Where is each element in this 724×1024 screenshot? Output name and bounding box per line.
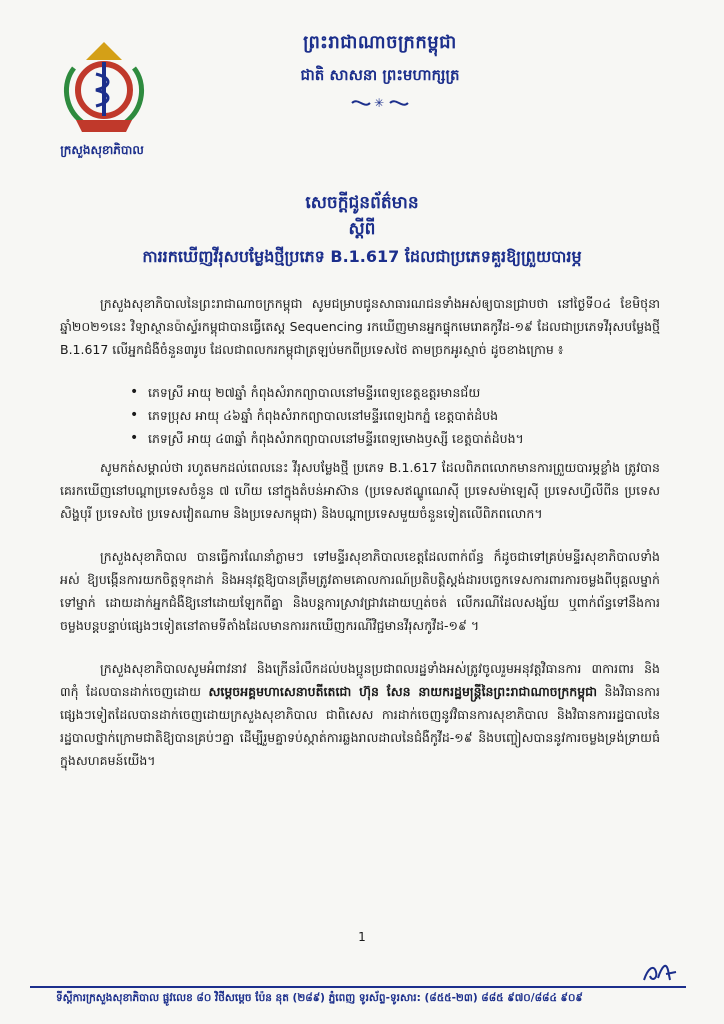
signature-icon xyxy=(640,958,680,986)
list-item: • ភេទស្រី អាយុ ៤៣ឆ្នាំ កំពុងសំរាកព្យាបាលនៅមន្ទីរពេទ្យមោងឫស្សី ខេត្តបាត់ដំបង។ xyxy=(148,427,660,450)
list-item: • ភេទស្រី អាយុ ២៧ឆ្នាំ កំពុងសំរាកព្យាបាលនៅមន្ទីរពេទ្យខេត្តឧត្តរមានជ័យ xyxy=(148,381,660,404)
paragraph-4 xyxy=(60,657,660,772)
paragraph-1: ក្រសួងសុខាភិបាលនៃព្រះរាជាណាចក្រកម្ពុជា សូមជម្រាបជូនសាធារណជនទាំងអស់ឲ្យបានជ្រាបថា នៅថ្ងៃទី០៤ ខែមិថុនា ឆ្នាំ២០២១នេះ វិទ្យាស្ថានប៉ាស្ទ័រកម្ពុជាបានធ្វើតេស្ត Sequencing រកឃើញមានអ្នកផ្ទុកមេរោគកូវីដ-១៩ ដែលជាប្រភេទវីរុសបម្លែងថ្មី B.1.617 លើអ្នកជំងឺចំនួន៣រូប ដែលជាពលករកម្ពុជាត្រឡប់មកពីប្រទេសថៃ តាមច្រកអូរស្មាច់ ដូចខាងក្រោម ៖ xyxy=(60,296,660,357)
paragraph-3: ក្រសួងសុខាភិបាល បានធ្វើការណែនាំភ្លាមៗ ទៅមន្ទីរសុខាភិបាលខេត្តដែលពាក់ព័ន្ធ ក៏ដូចជាទៅគ្រប់មន្ទីរសុខាភិបាលទាំងអស់ ឱ្យបង្កើនការយកចិត្តទុកដាក់ និងអនុវត្តឱ្យបានត្រឹមត្រូវតាមគោលការណ៍ប្រតិបត្តិស្តង់ដារបច្ចេកទេសការពារការចម្លងពីបុគ្គលម្នាក់ទៅម្នាក់ ដោយដាក់អ្នកជំងឺឱ្យនៅដោយឡែកពីគ្នា និងបន្តការស្រាវជ្រាវដោយហ្មត់ចត់ លើករណីដែលសង្ស័យ ឬពាក់ព័ន្ធទៅនឹងការចម្លងបន្តបន្ទាប់ផ្សេងៗទៀតនៅតាមទីតាំងដែលមានការរកឃើញករណីវិជ្ជមានវីរុសកូវីដ-១៩ ។ xyxy=(60,549,660,633)
ministry-name: ក្រសួងសុខាភិបាល xyxy=(60,143,144,157)
document-body xyxy=(60,292,660,792)
ornament-icon xyxy=(230,96,530,110)
case-list xyxy=(60,381,660,450)
page-number: 1 xyxy=(358,930,366,944)
kingdom-name: ព្រះរាជាណាចក្រកម្ពុជា xyxy=(303,32,457,53)
prime-minister-name: សម្ដេចអគ្គមហាសេនាបតីតេជោ ហ៊ុន សែន នាយករដ្ឋមន្ត្រីនៃព្រះរាជាណាចក្រកម្ពុជា xyxy=(208,684,598,699)
footer-address: ទីស្តីការក្រសួងសុខាភិបាល ផ្លូវលេខ ៨០ វិថីសម្ដេច ប៉ែន នុត (២៨៩) ភ្នំពេញ ទូរស័ព្ទ-ទូរសារ: (៨៥៥-២៣) ៨៨៥ ៩៧០/៨៨៤ ៩០៩ xyxy=(56,992,583,1004)
paragraph-4-start: ក្រសួងសុខាភិបាលសូមអំពាវនាវ និងក្រើនរំលឹកដល់បងប្អូនប្រជាពលរដ្ឋទាំងអស់ត្រូវចូលរួមអនុវត្តវិធានការ ៣ការពារ និង ៣កុំ ដែលបានដាក់ចេញដោយ xyxy=(60,661,660,699)
paragraph-4-end: និងវិធានការផ្សេងៗទៀតដែលបានដាក់ចេញដោយក្រសួងសុខាភិបាល ជាពិសេស ការដាក់ចេញនូវវិធានការសុខាភិបាល និងវិធានការរដ្ឋបាលនៃរដ្ឋបាលថ្នាក់ក្រោមជាតិឱ្យបានគ្រប់ៗគ្នា ដើម្បីរួមគ្នាទប់ស្កាត់ការឆ្លងរាលដាលនៃជំងឺកូវីដ-១៩ និងបញ្ចៀសបាននូវការចម្លងទ្រង់ទ្រាយធំក្នុងសហគមន៍យើង។ xyxy=(60,684,660,768)
paragraph-2: សូមកត់សម្គាល់ថា រហូតមកដល់ពេលនេះ វីរុសបម្លែងថ្មី ប្រភេទ B.1.617 ដែលពិភពលោកមានការព្រួយបារម្ភខ្លាំង ត្រូវបានគេរកឃើញនៅបណ្ដាប្រទេសចំនួន ៧ ហើយ នៅក្នុងតំបន់អាស៊ាន (ប្រទេសឥណ្ឌូណេស៊ី ប្រទេសម៉ាឡេស៊ី ប្រទេសហ្វីលីពីន ប្រទេសសិង្ហបុរី ប្រទេសថៃ ប្រទេសវៀតណាម និងប្រទេសកម្ពុជា) និងបណ្ដាប្រទេសមួយចំនួនទៀតលើពិភពលោក។ xyxy=(60,460,660,521)
ministry-logo-icon xyxy=(52,38,156,138)
list-item: • ភេទប្រុស អាយុ ៤៦ឆ្នាំ កំពុងសំរាកព្យាបាលនៅមន្ទីរពេទ្យឯកភ្នំ ខេត្តបាត់ដំបង xyxy=(148,404,660,427)
svg-text:✳: ✳ xyxy=(373,96,387,110)
footer-divider xyxy=(30,986,686,988)
document-subject: ការរកឃើញវីរុសបម្លែងថ្មីប្រភេទ B.1.617 ដែលជាប្រភេទគួរឱ្យព្រួយបារម្ភ xyxy=(142,247,582,266)
document-subtitle-about: ស្ដីពី xyxy=(348,219,376,239)
document-title: សេចក្ដីជូនព័ត៌មាន xyxy=(305,193,419,213)
national-motto: ជាតិ សាសនា ព្រះមហាក្សត្រ xyxy=(300,66,460,84)
